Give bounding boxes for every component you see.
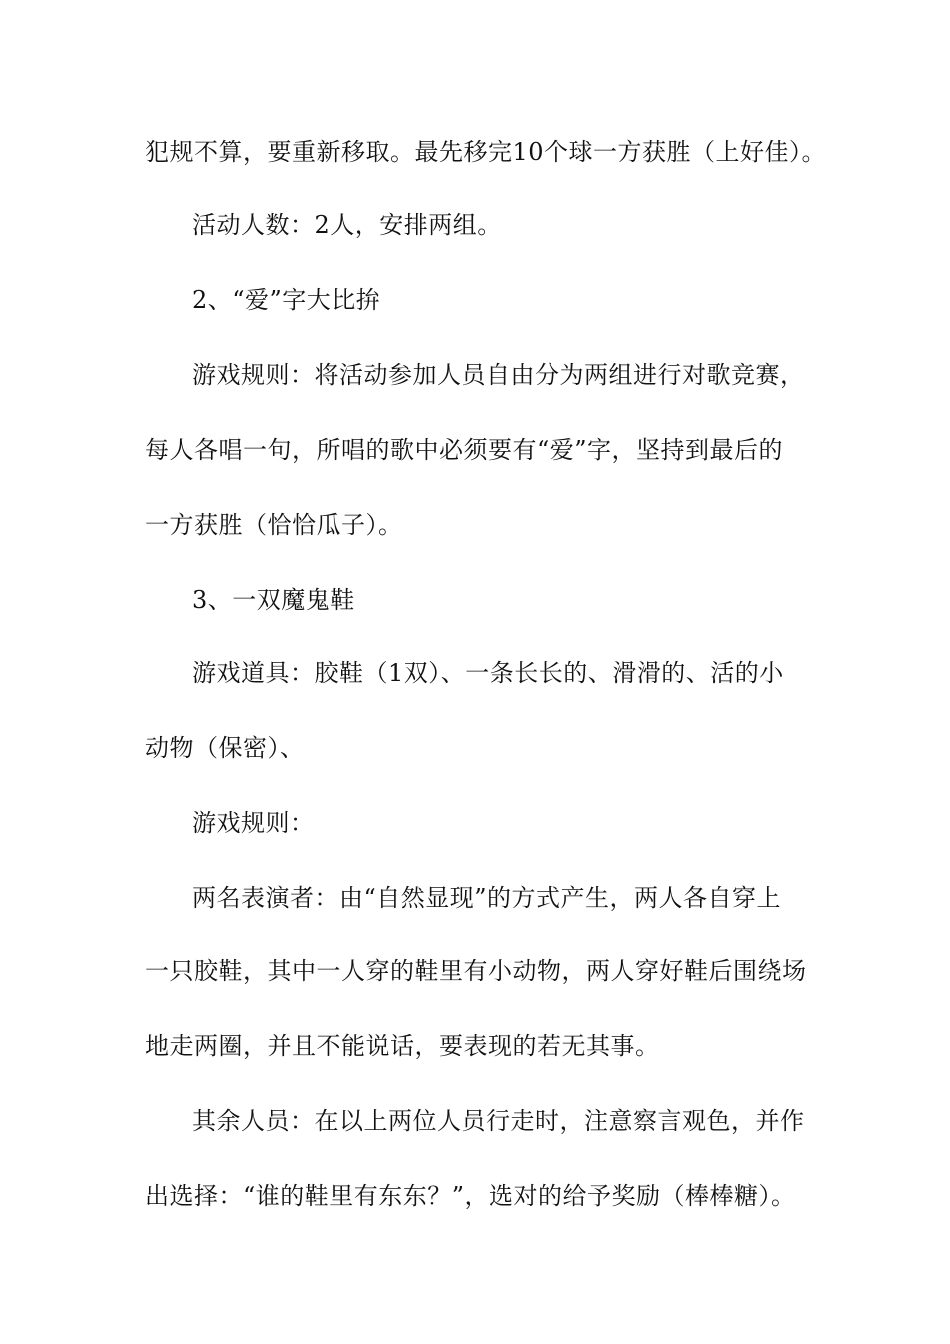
section-heading-3: 3、一双魔鬼鞋: [192, 586, 355, 614]
text-line-2: 活动人数：2人，安排两组。: [192, 211, 502, 239]
text-line-9: 动物（保密）、: [145, 734, 305, 762]
text-line-6: 一方获胜（恰恰瓜子）。: [145, 511, 403, 539]
text-line-14: 其余人员：在以上两位人员行走时，注意察言观色，并作: [192, 1107, 805, 1135]
text-line-8: 游戏道具：胶鞋（1双）、一条长长的、滑滑的、活的小: [192, 659, 784, 687]
text-line-4: 游戏规则：将活动参加人员自由分为两组进行对歌竞赛，: [192, 361, 805, 389]
text-line-10: 游戏规则：: [192, 809, 315, 837]
text-line-11: 两名表演者：由“自然显现”的方式产生，两人各自穿上: [192, 884, 782, 912]
text-line-5: 每人各唱一句，所唱的歌中必须要有“爱”字，坚持到最后的: [145, 436, 784, 464]
text-line-12: 一只胶鞋，其中一人穿的鞋里有小动物，两人穿好鞋后围绕场: [145, 957, 807, 985]
text-line-1: 犯规不算，要重新移取。最先移完10个球一方获胜（上好佳）。: [145, 138, 827, 166]
section-heading-2: 2、“爱”字大比拚: [192, 286, 381, 314]
text-line-15: 出选择：“谁的鞋里有东东？”，选对的给予奖励（棒棒糖）。: [145, 1182, 796, 1210]
text-line-13: 地走两圈，并且不能说话，要表现的若无其事。: [145, 1032, 660, 1060]
